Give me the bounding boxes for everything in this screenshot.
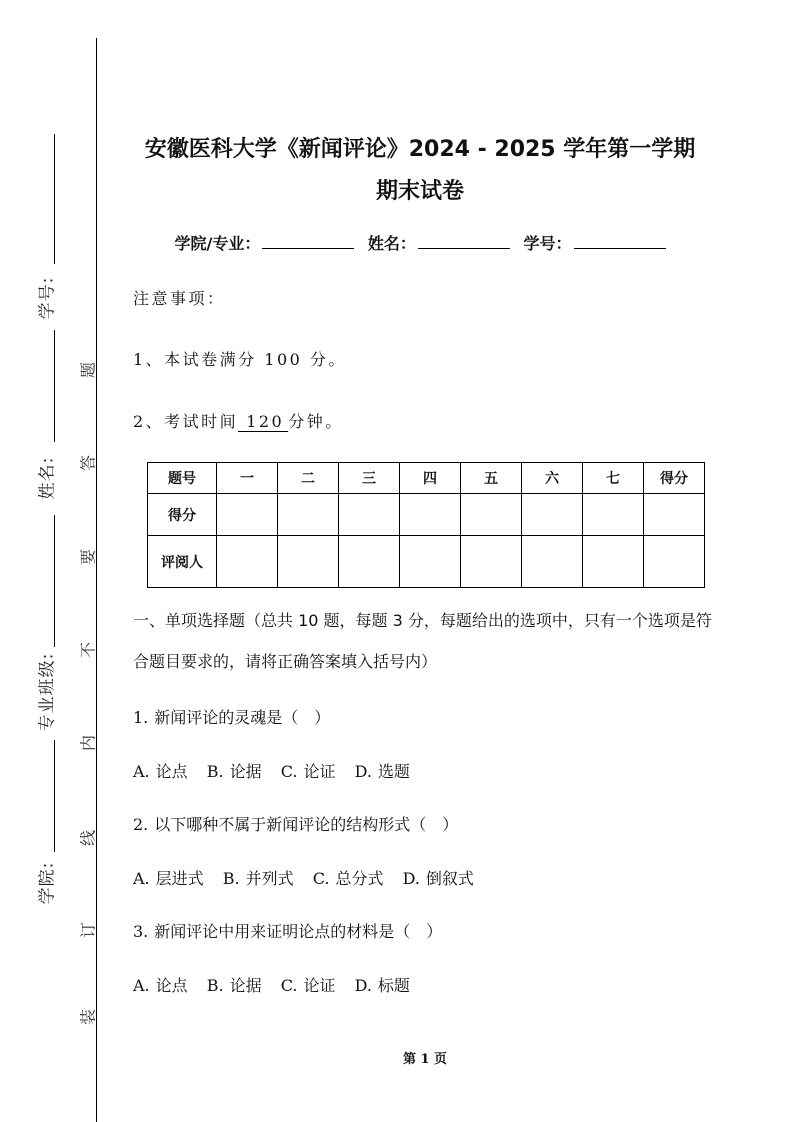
reviewer-cell[interactable] bbox=[339, 536, 400, 588]
option-d[interactable]: D. 选题 bbox=[354, 762, 410, 781]
row-label: 评阅人 bbox=[148, 536, 217, 588]
college-major-label: 学院/专业： bbox=[174, 234, 261, 253]
question-number: 3. bbox=[133, 922, 149, 941]
question-number: 2. bbox=[133, 815, 149, 834]
notice-item-2-prefix: 2、考试时间 bbox=[133, 412, 239, 431]
reviewer-cell[interactable] bbox=[461, 536, 522, 588]
option-a[interactable]: A. 论点 bbox=[133, 976, 188, 995]
question-2 bbox=[133, 812, 458, 835]
header-cell: 题号 bbox=[148, 463, 217, 494]
page-number: 第 1 页 bbox=[402, 1052, 448, 1067]
question-text: 新闻评论的灵魂是（ ） bbox=[154, 708, 331, 727]
header-cell: 四 bbox=[400, 463, 461, 494]
score-cell[interactable] bbox=[461, 494, 522, 536]
class-line bbox=[54, 515, 55, 647]
header-cell: 五 bbox=[461, 463, 522, 494]
name-line bbox=[54, 330, 55, 442]
notice-item-1: 1、本试卷满分 100 分。 bbox=[133, 350, 347, 369]
exam-title-line1: 安徽医科大学《新闻评论》2024 - 2025 学年第一学期 bbox=[144, 137, 696, 162]
seal-char: 题 bbox=[78, 361, 98, 379]
question-1 bbox=[133, 705, 330, 728]
question-1-options bbox=[133, 759, 424, 782]
seal-char: 答 bbox=[78, 454, 98, 472]
seal-char: 线 bbox=[78, 829, 98, 847]
seal-char: 内 bbox=[78, 734, 98, 752]
notice-item-2-suffix: 分钟。 bbox=[288, 412, 344, 431]
seal-char: 不 bbox=[78, 641, 98, 659]
header-cell: 七 bbox=[583, 463, 644, 494]
option-b[interactable]: B. 论据 bbox=[206, 976, 262, 995]
score-cell[interactable] bbox=[644, 494, 705, 536]
college-label: 学院: bbox=[37, 861, 58, 905]
option-d[interactable]: D. 倒叙式 bbox=[402, 869, 474, 888]
score-cell[interactable] bbox=[339, 494, 400, 536]
student-id-field[interactable] bbox=[524, 231, 666, 254]
question-3 bbox=[133, 919, 442, 942]
question-2-options bbox=[133, 866, 488, 889]
option-c[interactable]: C. 总分式 bbox=[312, 869, 384, 888]
option-b[interactable]: B. 论据 bbox=[206, 762, 262, 781]
question-number: 1. bbox=[133, 708, 149, 727]
option-b[interactable]: B. 并列式 bbox=[222, 869, 294, 888]
reviewer-cell[interactable] bbox=[400, 536, 461, 588]
header-cell: 二 bbox=[278, 463, 339, 494]
college-major-blank[interactable] bbox=[262, 234, 354, 249]
header-cell: 一 bbox=[217, 463, 278, 494]
score-cell[interactable] bbox=[522, 494, 583, 536]
name-field-label: 姓名： bbox=[367, 234, 416, 253]
score-cell[interactable] bbox=[400, 494, 461, 536]
header-cell: 三 bbox=[339, 463, 400, 494]
question-text: 以下哪种不属于新闻评论的结构形式（ ） bbox=[154, 815, 459, 834]
name-label: 姓名: bbox=[37, 456, 58, 500]
seal-char: 装 bbox=[78, 1008, 98, 1026]
score-cell[interactable] bbox=[583, 494, 644, 536]
header-cell: 六 bbox=[522, 463, 583, 494]
name-field[interactable] bbox=[368, 231, 510, 254]
college-line bbox=[54, 740, 55, 852]
header-cell: 得分 bbox=[644, 463, 705, 494]
student-id-line bbox=[54, 134, 55, 264]
exam-title-line2: 期末试卷 bbox=[375, 179, 464, 204]
score-cell[interactable] bbox=[278, 494, 339, 536]
reviewer-cell[interactable] bbox=[644, 536, 705, 588]
score-row bbox=[148, 494, 705, 536]
student-id-field-label: 学号： bbox=[523, 234, 572, 253]
option-d[interactable]: D. 标题 bbox=[354, 976, 410, 995]
score-table-header-row bbox=[148, 463, 705, 494]
notice-heading: 注意事项： bbox=[133, 289, 226, 308]
row-label: 得分 bbox=[148, 494, 217, 536]
class-label: 专业班级: bbox=[37, 652, 58, 732]
option-c[interactable]: C. 论证 bbox=[280, 762, 336, 781]
option-a[interactable]: A. 论点 bbox=[133, 762, 188, 781]
option-c[interactable]: C. 论证 bbox=[280, 976, 336, 995]
college-major-field[interactable] bbox=[174, 231, 354, 254]
section-1-heading: 一、单项选择题（总共 10 题，每题 3 分，每题给出的选项中，只有一个选项是符合题目要求的，请将正确答案填入括号内） bbox=[133, 611, 712, 671]
question-text: 新闻评论中用来证明论点的材料是（ ） bbox=[154, 922, 443, 941]
reviewer-cell[interactable] bbox=[583, 536, 644, 588]
exam-duration-value: 120 bbox=[238, 412, 288, 432]
reviewer-cell[interactable] bbox=[522, 536, 583, 588]
reviewer-cell[interactable] bbox=[217, 536, 278, 588]
seal-char: 要 bbox=[78, 548, 98, 566]
notice-item-2 bbox=[133, 409, 344, 432]
student-id-blank[interactable] bbox=[574, 234, 666, 249]
seal-char: 订 bbox=[78, 921, 98, 939]
score-table bbox=[147, 462, 705, 588]
student-info-line bbox=[120, 231, 720, 254]
score-cell[interactable] bbox=[217, 494, 278, 536]
student-id-label: 学号: bbox=[37, 276, 58, 320]
name-blank[interactable] bbox=[418, 234, 510, 249]
question-3-options bbox=[133, 973, 424, 996]
reviewer-cell[interactable] bbox=[278, 536, 339, 588]
reviewer-row bbox=[148, 536, 705, 588]
option-a[interactable]: A. 层进式 bbox=[133, 869, 204, 888]
binding-line bbox=[96, 38, 97, 1122]
